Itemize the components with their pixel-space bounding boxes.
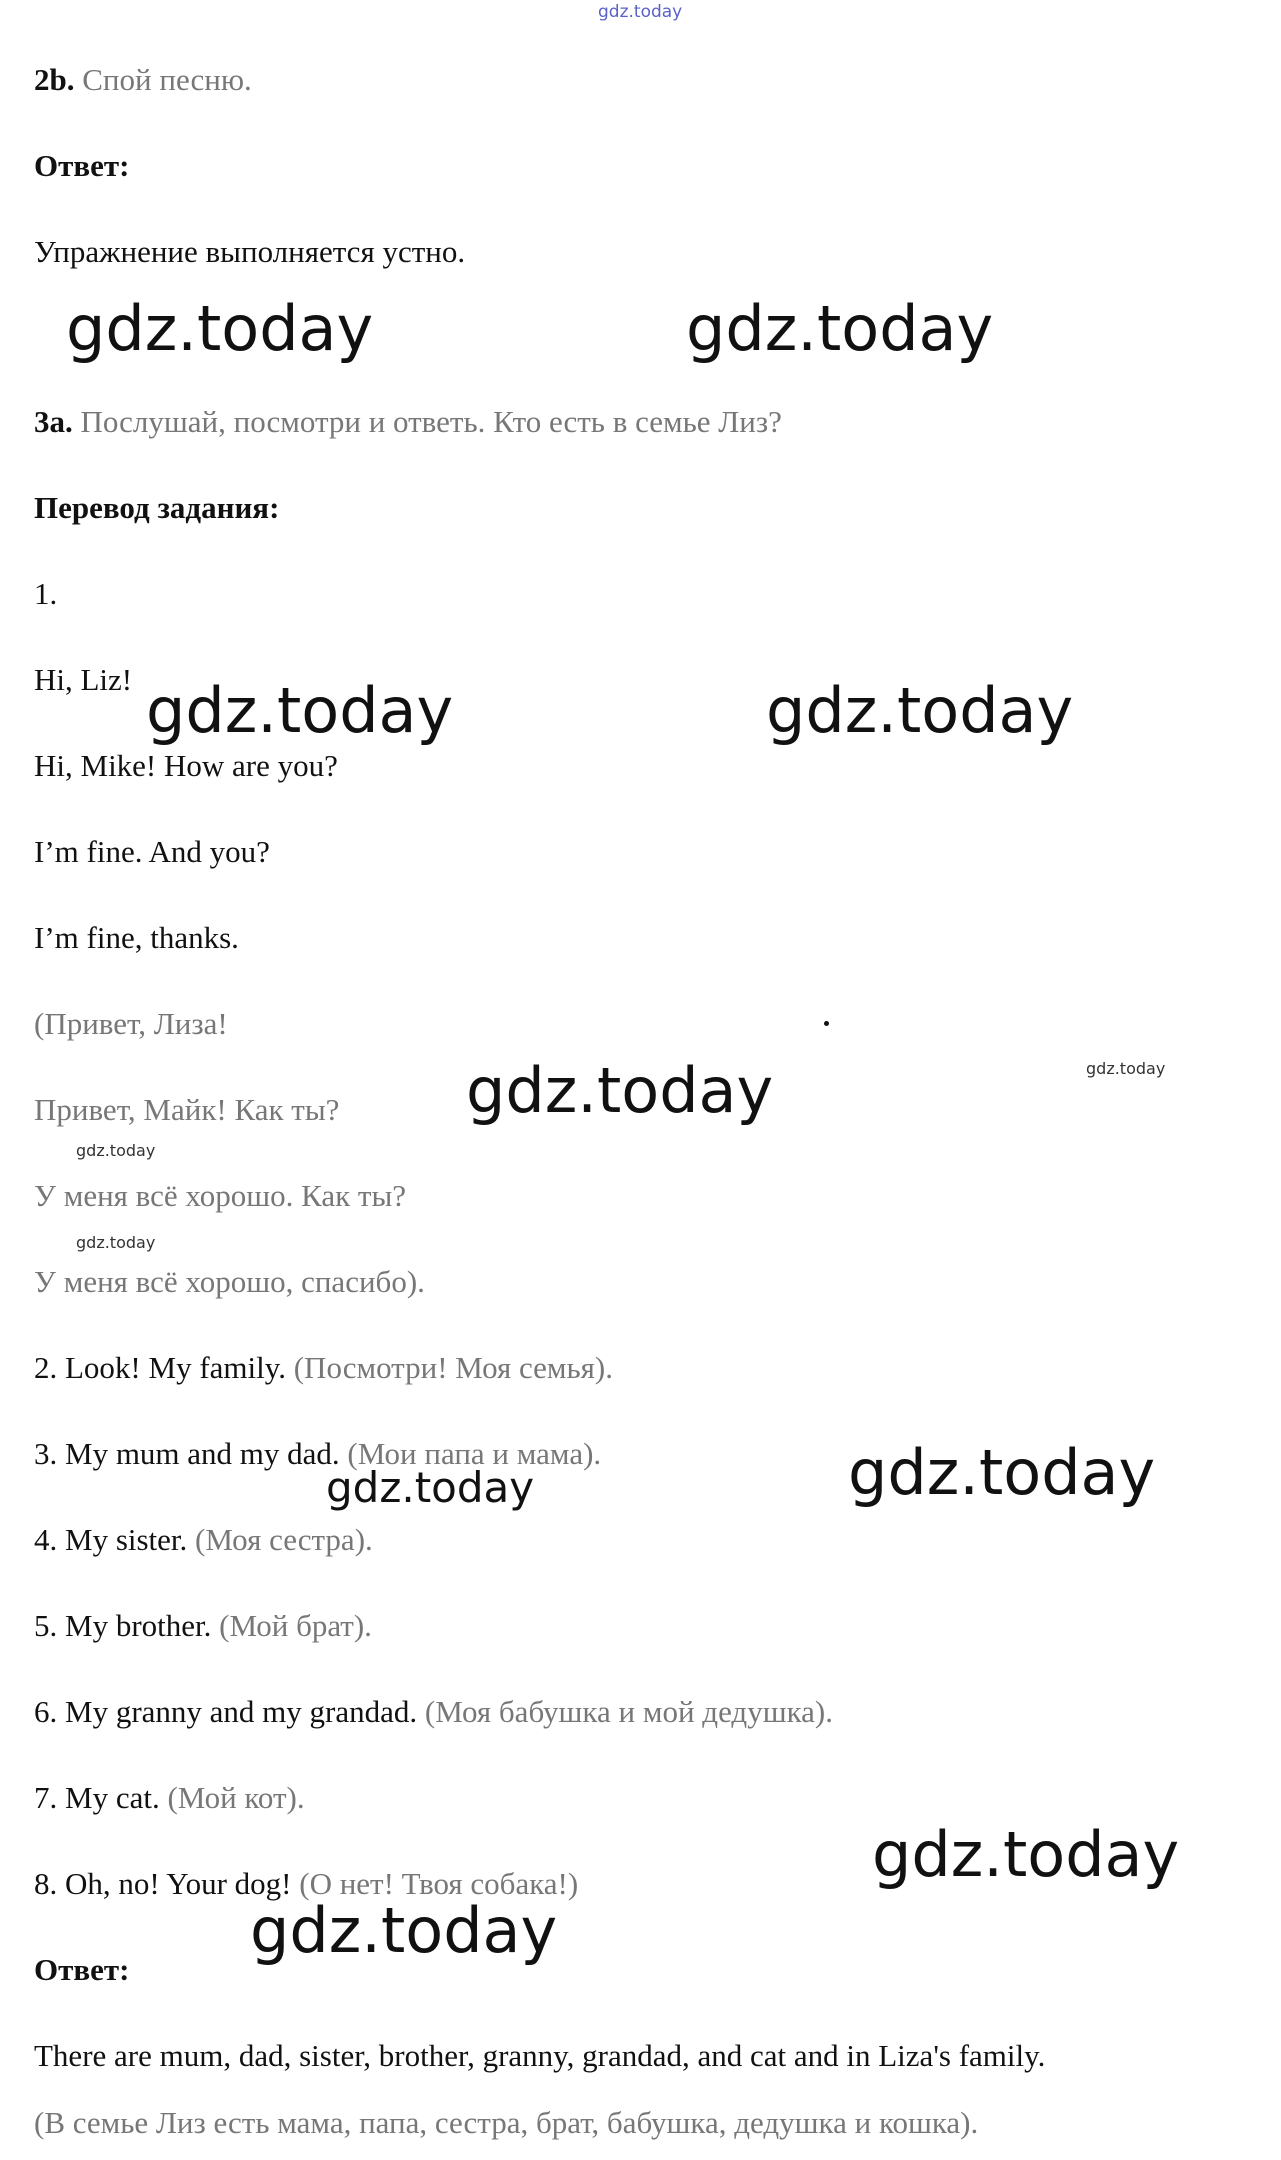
dialog-line-ru: Привет, Майк! Как ты? xyxy=(34,1092,340,1127)
watermark: gdz.today xyxy=(250,1894,558,1967)
list-item xyxy=(34,1692,833,1732)
watermark: gdz.today xyxy=(872,1818,1180,1891)
task-prompt: Послушай, посмотри и ответь. Кто есть в семье Лиз? xyxy=(80,404,782,439)
task-3a-heading xyxy=(34,402,782,442)
item-en: 3. My mum and my dad. xyxy=(34,1436,340,1471)
item-ru: (Посмотри! Моя семья). xyxy=(293,1350,613,1385)
item-ru: (Мой кот). xyxy=(167,1780,305,1815)
item-ru: (Мой брат). xyxy=(219,1608,372,1643)
dialog-line-en: Hi, Liz! xyxy=(34,662,133,697)
dialog-line-ru: (Привет, Лиза! xyxy=(34,1006,228,1041)
list-item xyxy=(34,1606,372,1646)
watermark-small: gdz.today xyxy=(76,1141,156,1160)
dialog-line-ru: У меня всё хорошо, спасибо). xyxy=(34,1264,425,1299)
item-en: 6. My granny and my grandad. xyxy=(34,1694,418,1729)
item-en: 4. My sister. xyxy=(34,1522,188,1557)
list-item xyxy=(34,1348,613,1388)
watermark: gdz.today xyxy=(766,674,1074,747)
watermark: gdz.today xyxy=(326,1463,535,1512)
answer-text: Упражнение выполняется устно. xyxy=(34,234,466,269)
item-en: 8. Oh, no! Your dog! xyxy=(34,1866,292,1901)
task-2b-heading xyxy=(34,60,252,100)
watermark-top: gdz.today xyxy=(598,2,683,22)
list-item xyxy=(34,1778,305,1818)
watermark: gdz.today xyxy=(146,674,454,747)
task-number: 3a. xyxy=(34,404,73,439)
answer-text-ru: (В семье Лиз есть мама, папа, сестра, брат, бабушка, дедушка и кошка). xyxy=(34,2105,979,2140)
item-ru: (Моя сестра). xyxy=(195,1522,373,1557)
answer-label: Ответ: xyxy=(34,1952,130,1987)
item-en: 7. My cat. xyxy=(34,1780,160,1815)
task-prompt: Спой песню. xyxy=(82,62,252,97)
dialog-line-ru: У меня всё хорошо. Как ты? xyxy=(34,1178,407,1213)
watermark: gdz.today xyxy=(466,1054,774,1127)
item-en: 2. Look! My family. xyxy=(34,1350,286,1385)
watermark-small: gdz.today xyxy=(76,1233,156,1252)
item-ru: (Мои папа и мама). xyxy=(347,1436,602,1471)
item-ru: (О нет! Твоя собака!) xyxy=(299,1866,579,1901)
translation-label: Перевод задания: xyxy=(34,490,280,525)
item-en: 5. My brother. xyxy=(34,1608,212,1643)
answer-label: Ответ: xyxy=(34,148,130,183)
watermark: gdz.today xyxy=(686,292,994,365)
answer-text-en: There are mum, dad, sister, brother, granny, grandad, and cat and in Liza's family. xyxy=(34,2038,1046,2073)
stray-dot xyxy=(824,1021,829,1026)
watermark: gdz.today xyxy=(848,1436,1156,1509)
dialog-line-en: I’m fine. And you? xyxy=(34,834,270,869)
watermark: gdz.today xyxy=(66,292,374,365)
dialog-line-en: Hi, Mike! How are you? xyxy=(34,748,338,783)
watermark-small: gdz.today xyxy=(1086,1059,1166,1078)
list-item xyxy=(34,1520,373,1560)
item-number: 1. xyxy=(34,576,58,611)
dialog-line-en: I’m fine, thanks. xyxy=(34,920,239,955)
task-number: 2b. xyxy=(34,62,75,97)
item-ru: (Моя бабушка и мой дедушка). xyxy=(424,1694,833,1729)
